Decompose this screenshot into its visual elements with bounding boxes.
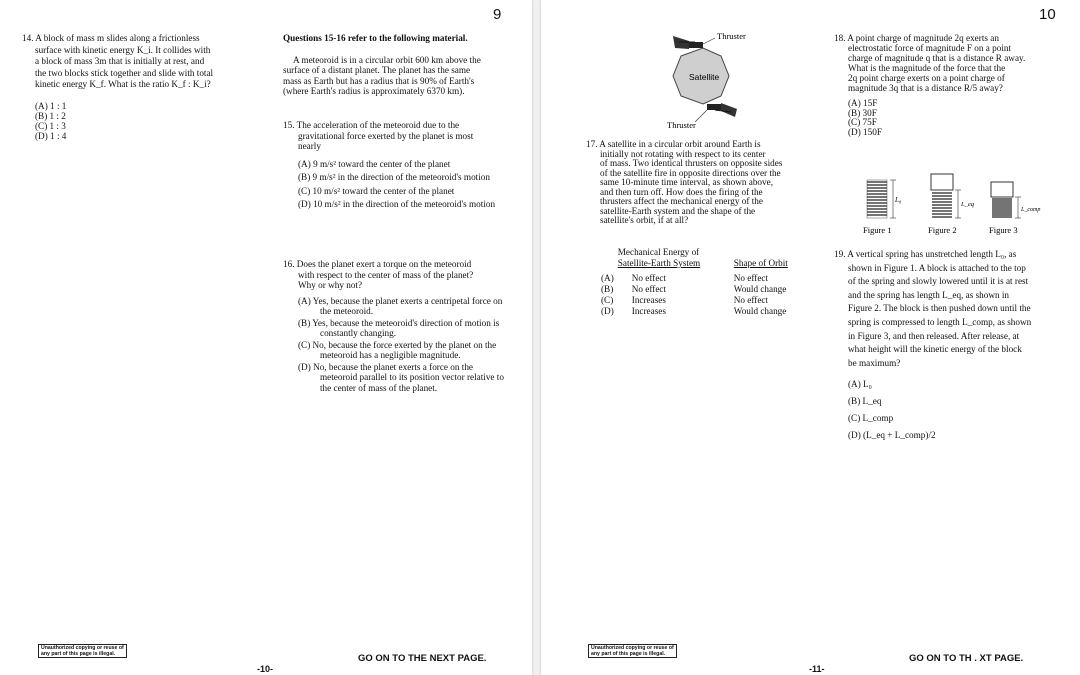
answer-option[interactable]: (C) 75F: [848, 117, 877, 127]
answer-option[interactable]: (C) No, because the force exerted by the planet on the meteoroid has a negligible magnitude.: [298, 339, 497, 360]
spring-figure-1: [867, 180, 902, 218]
q15-stem: 15. The acceleration of the meteoroid due to the gravitational force exerted by the planet is most nearly: [283, 120, 474, 151]
q18-stem: 18. A point charge of magnitude 2q exerts an electrostatic force of magnitude F on a point charge of magnitude q that is a distance R away. What is the magnitude of the force that the 2q point charge exerts on a point charge of magnitude 3q that is a distance R/5 away?: [834, 33, 1026, 93]
answer-option[interactable]: (A) 15F: [848, 98, 878, 108]
answer-option[interactable]: (D) Increases Would change: [601, 306, 787, 316]
question-18: [834, 33, 1054, 137]
spring-figure-3: [991, 182, 1040, 218]
q14-stem: 14. A block of mass m slides along a frictionless surface with kinetic energy K_i. It collides with a block of mass 3m that is initially at rest, and the two blocks stick together and slide with total kinetic energy K_f. What is the ratio K_f : K_i?: [22, 33, 214, 89]
answer-option[interactable]: (C) Increases No effect: [601, 295, 769, 305]
q15-options: [283, 158, 508, 212]
satellite-diagram: [631, 28, 801, 136]
q16-stem: 16. Does the planet exert a torque on the meteoroid with respect to the center of mass of the planet? Why or why not?: [283, 259, 474, 290]
answer-option[interactable]: (B) 9 m/s² in the direction of the meteoroid's motion: [298, 172, 490, 182]
thruster-label: Thruster: [717, 31, 746, 41]
figure-label: Figure 1: [863, 225, 892, 235]
page-number: 9: [493, 6, 502, 23]
svg-text:L_eq: L_eq: [961, 201, 974, 208]
copyright-notice: Unauthorized copying or reuse of any part of this page is illegal.: [38, 644, 127, 658]
answer-option[interactable]: (A) 9 m/s² toward the center of the planet: [298, 158, 451, 169]
q18-options: [834, 99, 1054, 137]
answer-option[interactable]: (B) Yes, because the meteoroid's direction of motion is constantly changing.: [298, 317, 500, 338]
q14-options: [22, 101, 252, 141]
answer-option[interactable]: (A) L₀: [848, 379, 872, 390]
answer-option[interactable]: (B) 1 : 2: [35, 110, 66, 121]
left-page: [0, 0, 532, 675]
svg-text:L_comp: L_comp: [1021, 207, 1041, 213]
answer-option[interactable]: (B) No effect Would change: [601, 284, 787, 294]
question-19: [834, 248, 1059, 444]
answer-option[interactable]: (C) 1 : 3: [35, 120, 66, 131]
spring-figures: [859, 170, 1049, 238]
question-15: [283, 120, 508, 212]
thruster-label: Thruster: [667, 120, 696, 130]
question-16: [283, 259, 508, 393]
question-14: [22, 33, 252, 141]
footer-page-number: -11-: [809, 664, 825, 674]
thruster-bottom-icon: [707, 103, 737, 117]
answer-option[interactable]: (D) No, because the planet exerts a force on the meteoroid parallel to its position vector relative to the center of mass of the planet.: [298, 361, 504, 393]
q16-options: [283, 296, 508, 394]
q17-answer-table: Mechanical Energy of Satellite-Earth System Shape of Orbit (A) No effect No effect (B) No effect Would change (C) Increases No effect (D) Increases Would change: [601, 247, 821, 317]
answer-option[interactable]: (A) No effect No effect: [601, 273, 769, 283]
passage: A meteoroid is in a circular orbit 600 km above the surface of a distant planet. The planet has the same mass as Earth but has a radius that is 90% of Earth's (where Earth's radius is approximately 6370 km).: [283, 54, 481, 96]
section-header: Questions 15-16 refer to the following material.: [283, 33, 468, 43]
q19-stem: 19. A vertical spring has unstretched length L₀, as shown in Figure 1. A block is attached to the top of the spring and slowly lowered until it is at rest and the spring has length L_eq, as shown in Figure 2. The block is then pushed down until the spring is compressed to length L_comp, as shown in Figure 3, and then released. After release, at what height will the kinetic energy of the block be maximum?: [834, 249, 1032, 368]
right-page: [541, 0, 1080, 675]
satellite-label: Satellite: [689, 72, 720, 82]
spring-figure-2: [931, 174, 975, 218]
q19-options: [834, 376, 1059, 444]
answer-option[interactable]: (A) Yes, because the planet exerts a centripetal force on the meteoroid.: [298, 295, 503, 316]
question-17: [586, 140, 816, 226]
answer-option[interactable]: (D) 1 : 4: [35, 130, 67, 141]
answer-option[interactable]: (D) 10 m/s² in the direction of the meteoroid's motion: [298, 199, 496, 209]
go-on-notice: GO ON TO TH . XT PAGE.: [909, 653, 1024, 664]
figure-label: Figure 2: [928, 225, 957, 235]
go-on-notice: GO ON TO THE NEXT PAGE.: [358, 653, 487, 664]
answer-option[interactable]: (B) L_eq: [848, 396, 882, 407]
footer-page-number: -10-: [257, 664, 274, 674]
answer-option[interactable]: (C) L_comp: [848, 413, 894, 424]
answer-option[interactable]: (A) 1 : 1: [35, 100, 67, 111]
q17-stem: 17. A satellite in a circular orbit around Earth is initially not rotating with respect to its center of mass. Two identical thrusters on opposite sides of the satellite fire in opposite directions over the same 10-minute time interval, as shown above, and then turn off. How does the firing of the thrusters affect the mechanical energy of the satellite-Earth system and the shape of the satellite's orbit, if at all?: [586, 139, 783, 225]
svg-text:L₀: L₀: [895, 196, 902, 204]
thruster-top-icon: [673, 36, 703, 49]
figure-label: Figure 3: [989, 225, 1018, 235]
answer-option[interactable]: (D) 150F: [848, 126, 882, 137]
answer-option[interactable]: (B) 30F: [848, 107, 877, 118]
passage-block: [283, 33, 508, 97]
copyright-notice: Unauthorized copying or reuse of any part of this page is illegal.: [588, 644, 677, 658]
answer-option[interactable]: (C) 10 m/s² toward the center of the planet: [298, 185, 455, 196]
page-number: 10: [1039, 6, 1056, 23]
answer-option[interactable]: (D) (L_eq + L_comp)/2: [848, 430, 936, 441]
